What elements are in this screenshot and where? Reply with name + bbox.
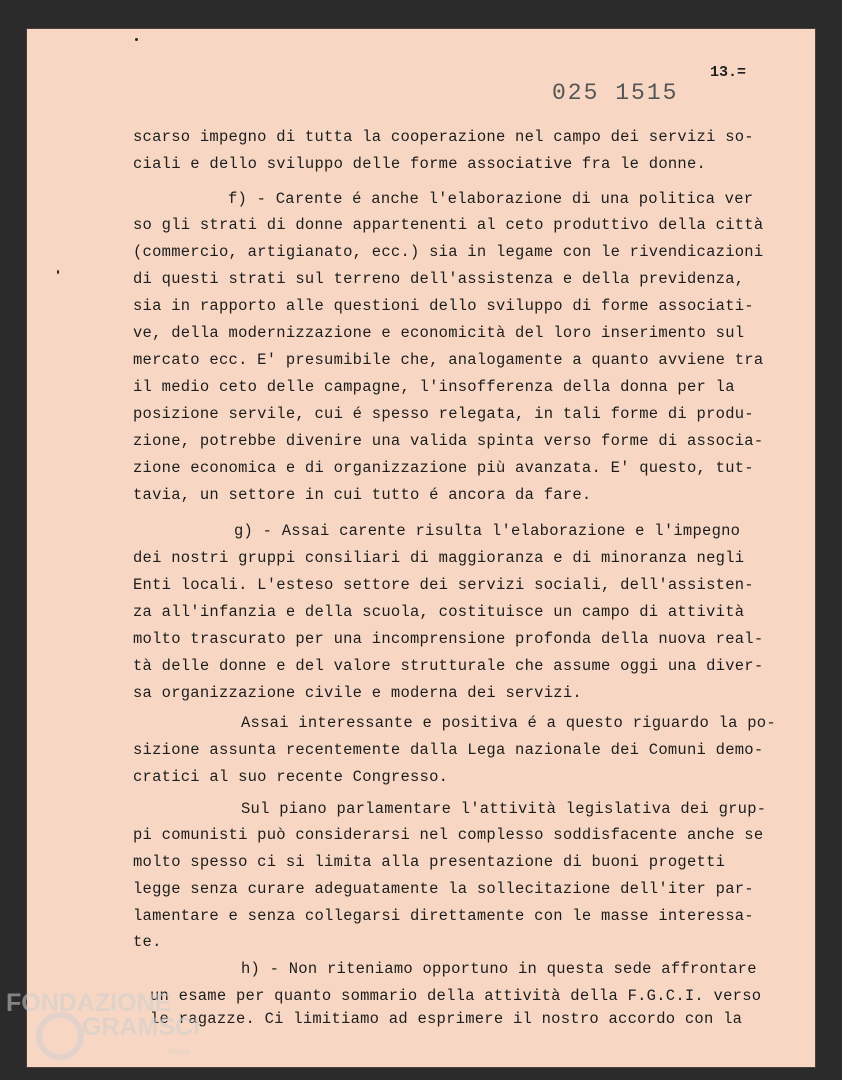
watermark-gramsci: GRAMSCI: [82, 1013, 201, 1041]
text-line: sa organizzazione civile e moderna dei servizi.: [133, 684, 582, 702]
text-line: g) - Assai carente risulta l'elaborazione e l'impegno: [234, 522, 741, 540]
text-line: le ragazze. Ci limitiamo ad esprimere il nostro accordo con la: [150, 1010, 743, 1028]
text-line: tà delle donne e del valore strutturale che assume oggi una diver-: [133, 657, 764, 675]
text-line: il medio ceto delle campagne, l'insofferenza della donna per la: [133, 378, 735, 396]
watermark-onlus: onlus: [168, 1046, 190, 1056]
text-line: cratici al suo recente Congresso.: [133, 768, 449, 786]
ink-mark: [57, 270, 59, 274]
document-stamp-id: 025 1515: [552, 80, 679, 106]
text-line: di questi strati sul terreno dell'assistenza e della previdenza,: [133, 270, 745, 288]
watermark-fondazione: FONDAZIONE: [6, 989, 172, 1017]
fondazione-logo-icon: [36, 1012, 84, 1060]
text-line: molto trascurato per una incomprensione profonda della nuova real-: [133, 630, 764, 648]
text-line: sizione assunta recentemente dalla Lega nazionale dei Comuni demo-: [133, 741, 764, 759]
text-line: f) - Carente é anche l'elaborazione di una politica ver: [228, 190, 754, 208]
page-number: 13.=: [710, 64, 747, 81]
text-line: zione, potrebbe divenire una valida spinta verso forme di associa-: [133, 432, 764, 450]
text-line: posizione servile, cui é spesso relegata, in tali forme di produ-: [133, 405, 754, 423]
text-line: tavia, un settore in cui tutto é ancora da fare.: [133, 486, 592, 504]
text-line: Sul piano parlamentare l'attività legislativa dei grup-: [241, 800, 767, 818]
text-line: Assai interessante e positiva é a questo riguardo la po-: [241, 714, 776, 732]
text-line: sia in rapporto alle questioni dello sviluppo di forme associati-: [133, 297, 754, 315]
text-line: scarso impegno di tutta la cooperazione nel campo dei servizi so-: [133, 128, 754, 146]
text-line: dei nostri gruppi consiliari di maggioranza e di minoranza negli: [133, 549, 745, 567]
ink-dot: [135, 38, 138, 41]
text-line: so gli strati di donne appartenenti al ceto produttivo della città: [133, 216, 764, 234]
text-line: molto spesso ci si limita alla presentazione di buoni progetti: [133, 853, 726, 871]
text-line: te.: [133, 933, 162, 951]
text-line: ve, della modernizzazione e economicità del loro inserimento sul: [133, 324, 745, 342]
text-line: mercato ecc. E' presumibile che, analogamente a quanto avviene tra: [133, 351, 764, 369]
text-line: zione economica e di organizzazione più avanzata. E' questo, tut-: [133, 459, 754, 477]
text-line: za all'infanzia e della scuola, costituisce un campo di attività: [133, 603, 745, 621]
text-line: un esame per quanto sommario della attività della F.G.C.I. verso: [150, 987, 762, 1005]
text-line: h) - Non riteniamo opportuno in questa sede affrontare: [241, 960, 757, 978]
text-line: (commercio, artigianato, ecc.) sia in legame con le rivendicazioni: [133, 243, 764, 261]
text-line: Enti locali. L'esteso settore dei servizi sociali, dell'assisten-: [133, 576, 754, 594]
text-line: legge senza curare adeguatamente la sollecitazione dell'iter par-: [133, 880, 754, 898]
text-line: lamentare e senza collegarsi direttamente con le masse interessa-: [133, 907, 754, 925]
text-line: ciali e dello sviluppo delle forme associative fra le donne.: [133, 155, 707, 173]
text-line: pi comunisti può considerarsi nel complesso soddisfacente anche se: [133, 826, 764, 844]
